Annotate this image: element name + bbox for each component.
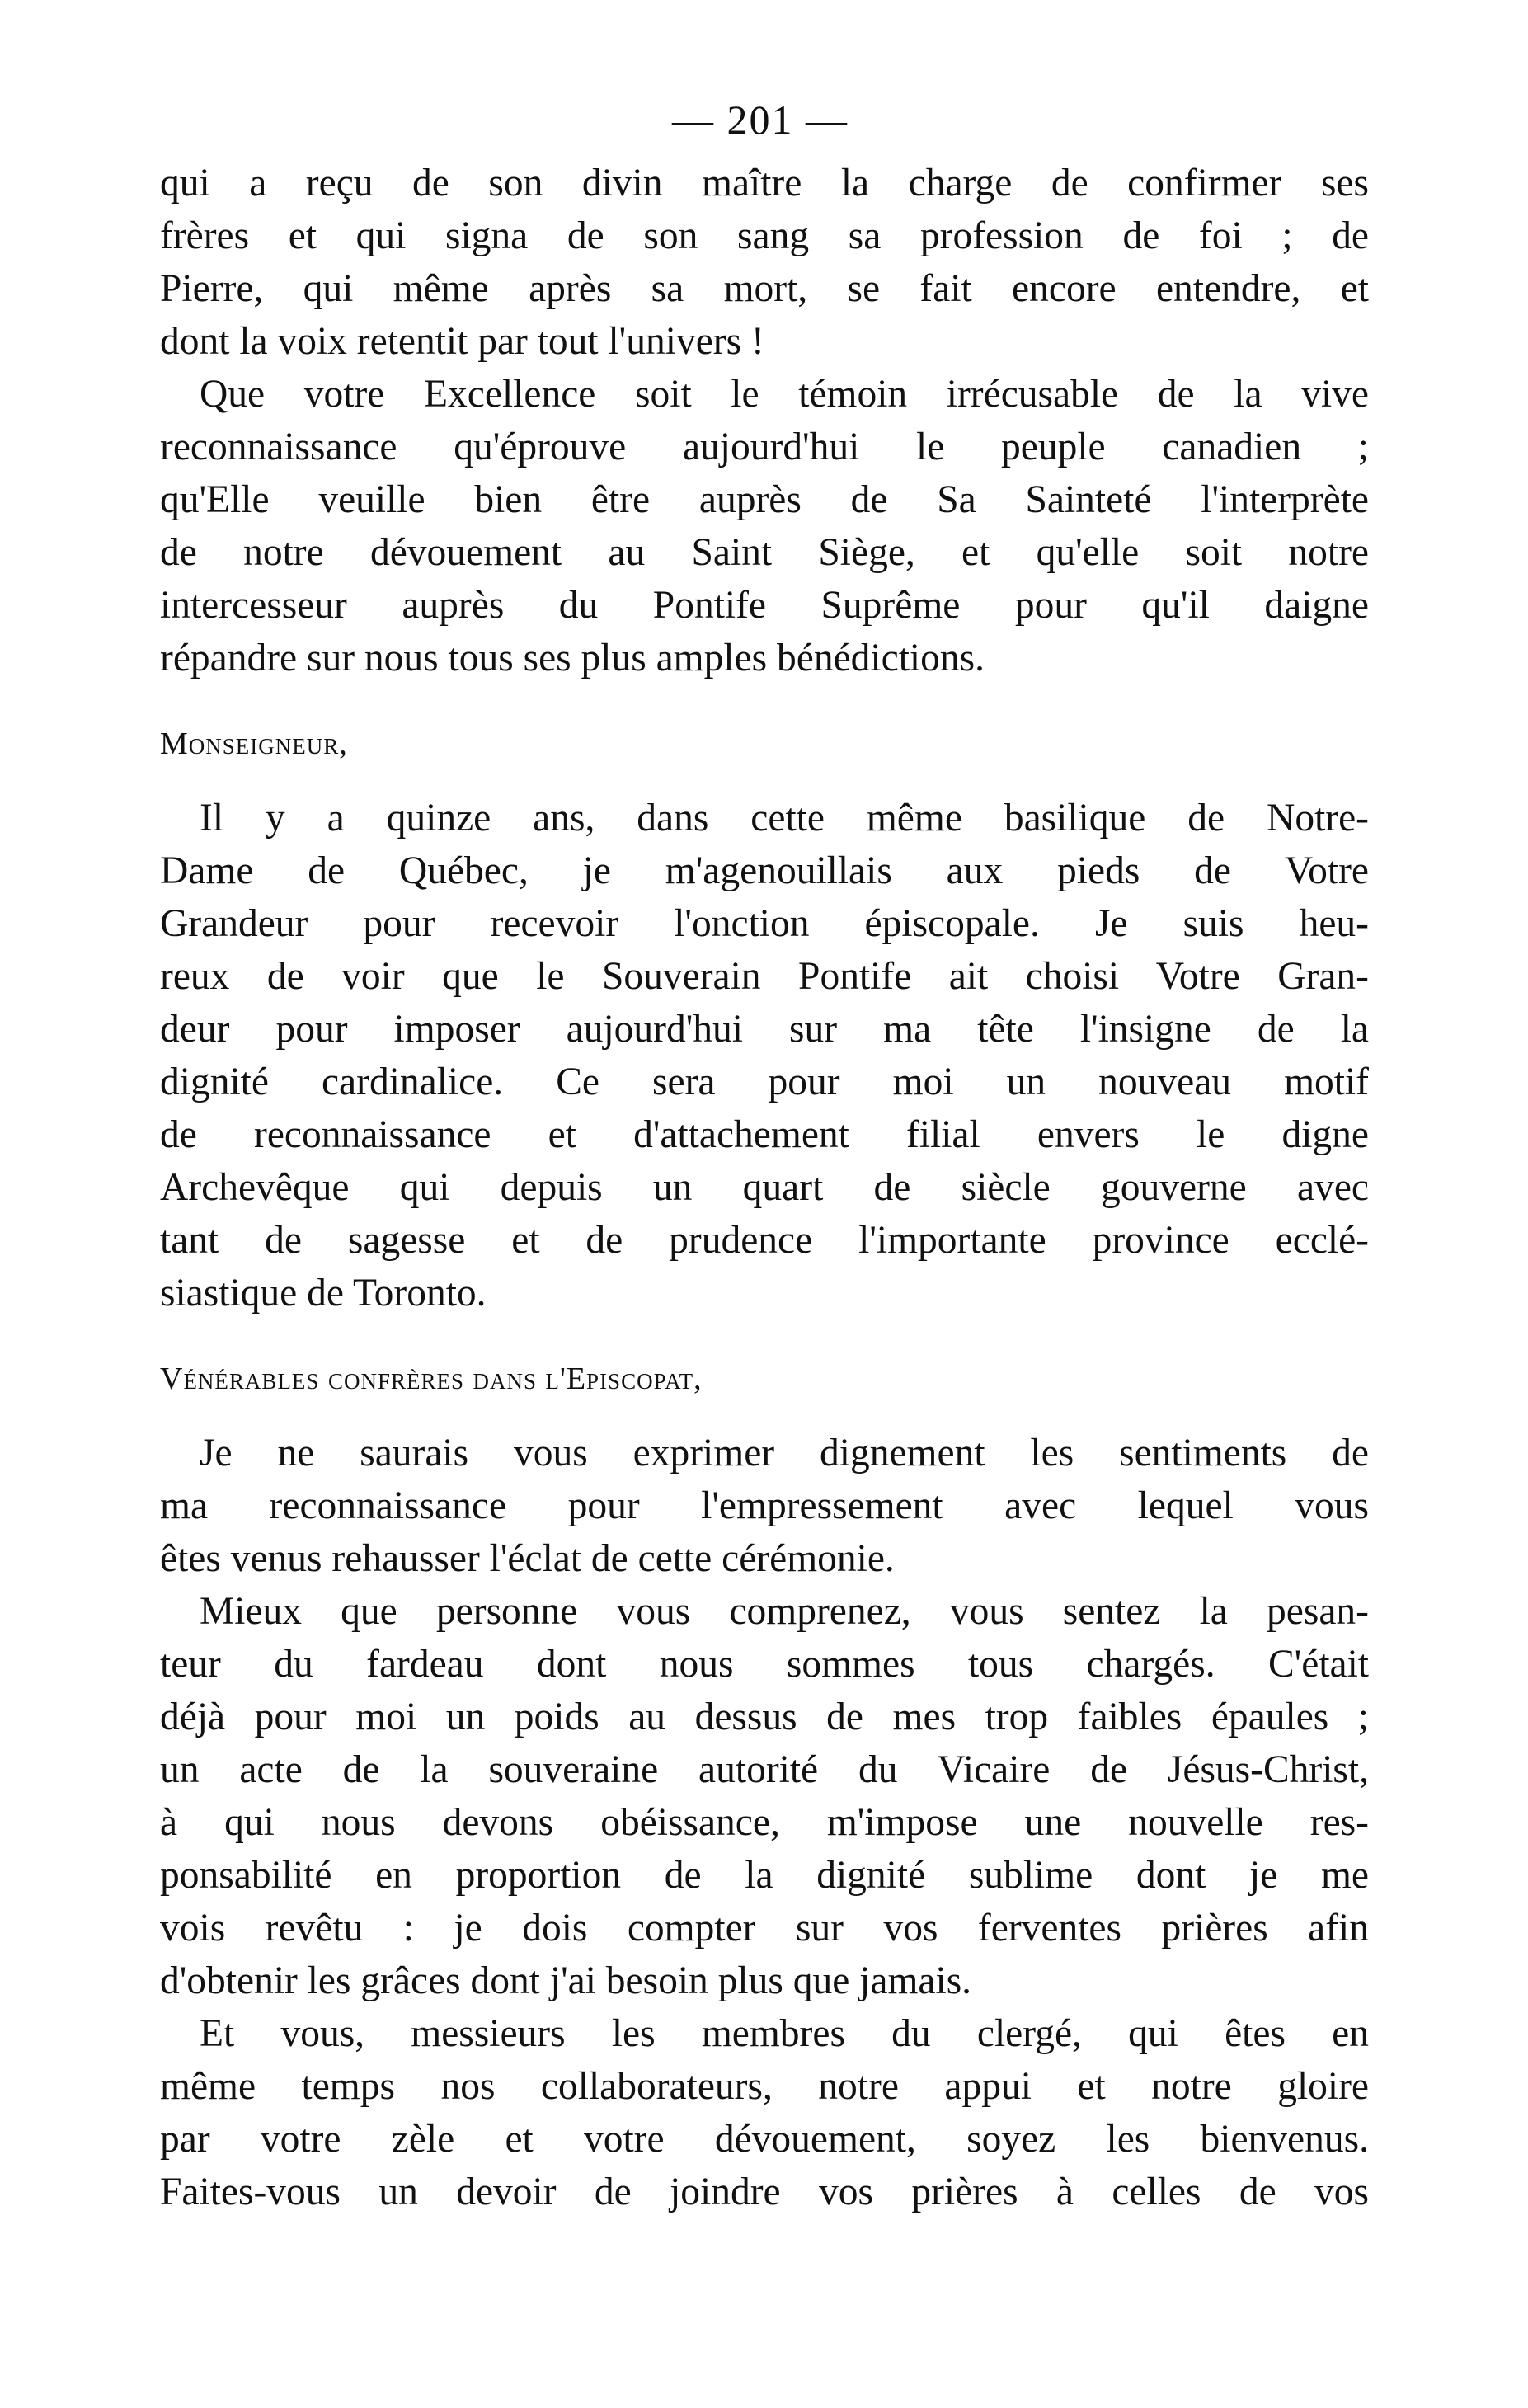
text-line: Dame de Québec, je m'agenouillais aux pieds de Votre xyxy=(160,849,1369,892)
text-line: siastique de Toronto. xyxy=(160,1272,487,1315)
text-line: répandre sur nous tous ses plus amples bénédictions. xyxy=(160,637,985,680)
text-line: deur pour imposer aujourd'hui sur ma tête l'insigne de la xyxy=(160,1008,1369,1051)
paragraph xyxy=(160,157,1369,368)
text-line: frères et qui signa de son sang sa profession de foi ; de xyxy=(160,214,1369,257)
text-line: même temps nos collaborateurs, notre appui et notre gloire xyxy=(160,2065,1369,2108)
text-line: de reconnaissance et d'attachement filial envers le digne xyxy=(160,1113,1369,1156)
text-line: reconnaissance qu'éprouve aujourd'hui le peuple canadien ; xyxy=(160,426,1369,468)
text-line: Pierre, qui même après sa mort, se fait encore entendre, et xyxy=(160,267,1369,310)
paragraph xyxy=(160,792,1369,1319)
text-line: par votre zèle et votre dévouement, soyez les bienvenus. xyxy=(160,2118,1369,2161)
text-line: Grandeur pour recevoir l'onction épiscopale. Je suis heu- xyxy=(160,902,1369,945)
text-line: ma reconnaissance pour l'empressement avec lequel vous xyxy=(160,1484,1369,1527)
text-line: ponsabilité en proportion de la dignité sublime dont je me xyxy=(160,1854,1369,1897)
text-line: vois revêtu : je dois compter sur vos ferventes prières afin xyxy=(160,1907,1369,1949)
paragraph xyxy=(160,1585,1369,2007)
book-page xyxy=(160,91,1369,2218)
text-line: Et vous, messieurs les membres du clergé, qui êtes en xyxy=(200,2012,1369,2055)
text-line: êtes venus rehausser l'éclat de cette cérémonie. xyxy=(160,1537,895,1580)
page-body xyxy=(160,157,1369,2218)
text-line: reux de voir que le Souverain Pontife ait choisi Votre Gran- xyxy=(160,955,1369,998)
text-line: un acte de la souveraine autorité du Vicaire de Jésus-Christ, xyxy=(160,1748,1369,1791)
text-line: à qui nous devons obéissance, m'impose une nouvelle res- xyxy=(160,1801,1369,1844)
text-line: Il y a quinze ans, dans cette même basilique de Notre- xyxy=(200,797,1369,840)
page-number: — 201 — xyxy=(672,96,849,143)
text-line: Mieux que personne vous comprenez, vous sentez la pesan- xyxy=(200,1590,1369,1633)
text-line: déjà pour moi un poids au dessus de mes trop faibles épaules ; xyxy=(160,1695,1369,1738)
text-line: qu'Elle veuille bien être auprès de Sa Sainteté l'interprète xyxy=(160,478,1369,521)
text-line: Archevêque qui depuis un quart de siècle gouverne avec xyxy=(160,1166,1369,1209)
paragraph xyxy=(160,368,1369,684)
section-heading: Vénérables confrères dans l'Episcopat, xyxy=(160,1362,703,1396)
text-line: dont la voix retentit par tout l'univers ! xyxy=(160,320,764,363)
text-line: tant de sagesse et de prudence l'importante province ecclé- xyxy=(160,1219,1369,1262)
text-line: Je ne saurais vous exprimer dignement les sentiments de xyxy=(200,1432,1369,1474)
text-line: de notre dévouement au Saint Siège, et qu'elle soit notre xyxy=(160,531,1369,574)
text-line: Que votre Excellence soit le témoin irrécusable de la vive xyxy=(200,373,1369,416)
text-line: d'obtenir les grâces dont j'ai besoin plus que jamais. xyxy=(160,1959,972,2002)
text-line: teur du fardeau dont nous sommes tous chargés. C'était xyxy=(160,1643,1369,1686)
text-line: Faites-vous un devoir de joindre vos prières à celles de vos xyxy=(160,2170,1369,2213)
text-line: intercesseur auprès du Pontife Suprême pour qu'il daigne xyxy=(160,584,1369,627)
paragraph xyxy=(160,2007,1369,2218)
text-line: qui a reçu de son divin maître la charge de confirmer ses xyxy=(160,162,1369,205)
paragraph xyxy=(160,1427,1369,1585)
text-line: dignité cardinalice. Ce sera pour moi un nouveau motif xyxy=(160,1061,1369,1103)
section-heading: Monseigneur, xyxy=(160,727,348,761)
